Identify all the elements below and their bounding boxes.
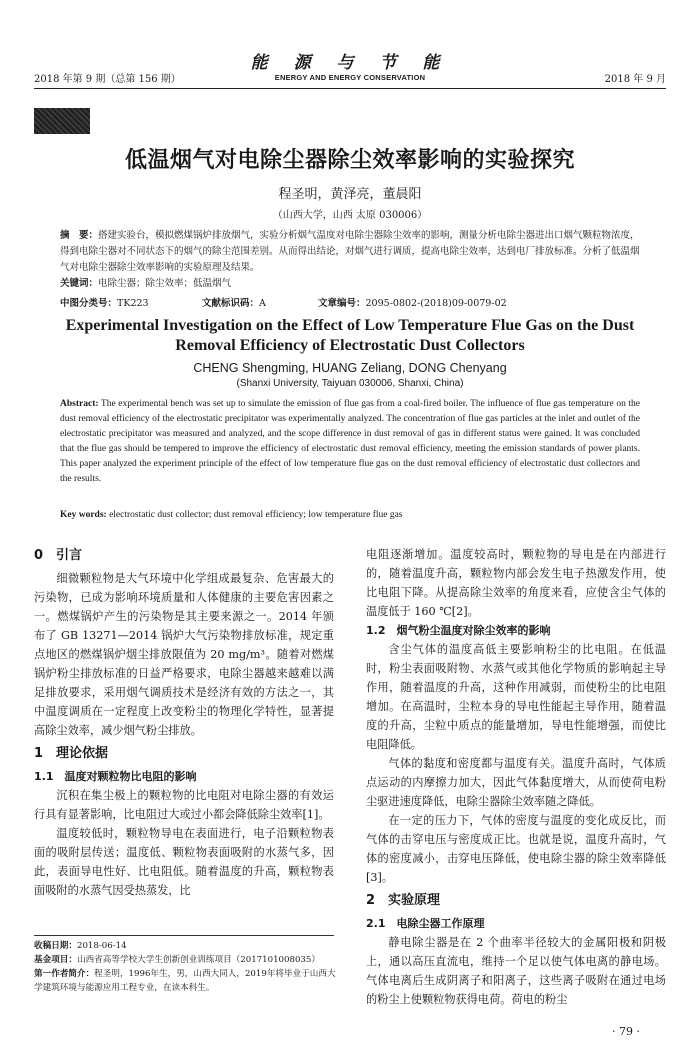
footnote-rule <box>34 935 334 936</box>
paragraph-1-2c: 在一定的压力下，气体的密度与温度的变化成反比，而气体的击穿电压与密度成正比。也就是说，温度升高时，气体的密度减小，击穿电压降低，使电除尘器的除尘效率降低[3]。 <box>366 814 666 884</box>
journal-name-cn: 能 源 与 节 能 <box>250 53 450 73</box>
footnote-fund <box>34 953 339 967</box>
fund-value: 山西省高等学校大学生创新创业训练项目（2017101008035） <box>76 955 320 965</box>
author-bio-value: 程圣明，1996年生，男，山西大同人，2019年将毕业于山西大学建筑环境与能源应用工程专业，在读本科生。 <box>34 969 336 993</box>
classification-row <box>60 295 640 309</box>
paragraph-1-2b: 气体的黏度和密度都与温度有关。温度升高时，气体质点运动的内摩擦力加大，因此气体黏度增大，从而使荷电粉尘驱进速度降低，电除尘器除尘效率随之降低。 <box>366 757 666 808</box>
footnote-received <box>34 939 339 953</box>
class-number-label: 中图分类号： <box>60 298 118 309</box>
footnote-author <box>34 967 339 995</box>
abstract-en-label: Abstract: <box>60 399 99 409</box>
doc-code-value: A <box>259 298 266 309</box>
paragraph-1-2a: 含尘气体的温度高低主要影响粉尘的比电阻。在低温时，粉尘表面吸附物、水蒸气或其他化学物质的影响起主导作用，随着温度的升高，这种作用减弱，而使粉尘的比电阻增加。在高温时，尘粒本身的导电性能起主导作用，随着温度的升高，尘粒中质点的能量增加，导电性能增强，而使比电阻降低。 <box>366 643 666 751</box>
keywords-cn-text: 电除尘器；除尘效率；低温烟气 <box>98 278 232 289</box>
paragraph-2-1: 静电除尘器是在 2 个曲率半径较大的金属阳极和阴极上，通以高压直流电，维持一个足以使气体电离的静电场。气体电离后生成阴离子和阳离子，这些离子吸附在通过电场的粉尘上使颗粒物获得电荷。荷电的粉尘 <box>366 936 666 1006</box>
footnote <box>34 939 339 995</box>
subsection-heading-1-1: 1.1 温度对颗粒物比电阻的影响 <box>34 770 197 783</box>
section-heading-theory: 1 理论依据 <box>34 746 109 761</box>
subsection-heading-2-1: 2.1 电除尘器工作原理 <box>366 917 485 930</box>
article-number-value: 2095-0802-(2018)09-0079-02 <box>365 298 507 309</box>
body-column-right <box>366 545 666 1009</box>
paragraph-continued: 电阻逐渐增加。温度较高时，颗粒物的导电是在内部进行的，随着温度升高，颗粒物内部会发生电子热激发作用，使比电阻下降。从提高除尘效率的角度来看，应使含尘气体的温度低于 160 ℃[2]。 <box>366 548 666 618</box>
abstract-en-text: The experimental bench was set up to simulate the emission of flue gas from a coal-fired boiler. The influence of flue gas temperature on the dust removal efficiency of the electrostatic precipitator was experimentally analyzed. The concentration of flue gas particles at the inlet and outlet of the electrostatic precipitator was measured and analyzed, and the scope difference in dust removal of gas in different status were gained. It was concluded that the flue gas should be tempered to improve the efficiency of electrostatic dust removal efficiency, meeting the emission standards of power plants. This paper analyzed the experiment principle of the effect of low temperature flue gas on the dust removal efficiency of electrostatic dust collectors and the results. <box>60 399 640 484</box>
paragraph-1-1a: 沉积在集尘极上的颗粒物的比电阻对电除尘器的有效运行具有显著影响，比电阻过大或过小都会降低除尘效率[1]。 <box>34 789 334 821</box>
section-heading-principle: 2 实验原理 <box>366 893 441 908</box>
abstract-en <box>60 397 640 487</box>
class-number-value: TK223 <box>117 298 149 309</box>
journal-masthead <box>251 48 450 82</box>
issue-info: 2018 年第 9 期（总第 156 期） <box>34 74 181 85</box>
abstract-cn-text: 搭建实验台，模拟燃煤锅炉排放烟气，实验分析烟气温度对电除尘器除尘效率的影响，测量分析电除尘器进出口烟气颗粒物浓度，得到电除尘器对不同状态下的烟气的除尘范围差别。从而得出结论，对烟气进行调质，提高电除尘效率，达到电厂排放标准。分析了低温烟气对电除尘器除尘效率影响的实验原理及结果。 <box>60 230 640 273</box>
doc-code-label: 文献标识码： <box>202 298 260 309</box>
section-heading-intro: 0 引言 <box>34 548 83 563</box>
affiliation-en: (Shanxi University, Taiyuan 030006, Shanxi, China) <box>236 378 464 389</box>
journal-name-en: ENERGY AND ENERGY CONSERVATION <box>274 73 426 82</box>
received-value: 2018-06-14 <box>76 941 127 951</box>
authors-en: CHENG Shengming, HUANG Zeliang, DONG Chenyang <box>193 361 507 375</box>
keywords-cn-label: 关键词： <box>60 278 99 289</box>
body-column-left <box>34 545 334 900</box>
subsection-heading-1-2: 1.2 烟气粉尘温度对除尘效率的影响 <box>366 624 551 637</box>
keywords-cn <box>60 276 640 292</box>
keywords-en <box>60 510 640 520</box>
article-number-label: 文章编号： <box>318 298 366 309</box>
authors-cn: 程圣明，黄泽亮，董晨阳 <box>278 187 422 202</box>
issue-date: 2018 年 9 月 <box>604 74 666 85</box>
section-tag-block <box>34 108 90 134</box>
abstract-cn-paragraph <box>60 228 640 276</box>
affiliation-cn: （山西大学，山西 太原 030006） <box>272 210 428 221</box>
article-title-en: Experimental Investigation on the Effect of Low Temperature Flue Gas on the Dust Removal Efficiency of Electrostatic Dust Collectors <box>65 317 635 354</box>
received-label: 收稿日期： <box>34 941 77 951</box>
running-header <box>34 48 666 84</box>
author-bio-label: 第一作者简介： <box>34 969 95 979</box>
paragraph-1-1b: 温度较低时，颗粒物导电在表面进行，电子沿颗粒物表面的吸附层传送；温度低、颗粒物表面吸附的水蒸气多，因此，表面导电性好、比电阻低。随着温度的升高，颗粒物表面吸附的水蒸气因受热蒸发，比 <box>34 827 334 897</box>
article-title-cn: 低温烟气对电除尘器除尘效率影响的实验探究 <box>124 148 575 173</box>
page-number: · 79 · <box>612 1025 640 1038</box>
fund-label: 基金项目： <box>34 955 77 965</box>
abstract-cn <box>60 228 640 292</box>
keywords-en-text: electrostatic dust collector; dust removal efficiency; low temperature flue gas <box>109 510 403 520</box>
abstract-cn-label: 摘 要： <box>60 230 99 241</box>
paragraph-intro: 细微颗粒物是大气环境中化学组成最复杂、危害最大的污染物，已成为影响环境质量和人体健康的主要危害因素之一。燃煤锅炉产生的污染物是其主要来源之一。2014 年颁布了 GB 13271—2014 锅炉大气污染物排放标准，规定重点地区的燃煤锅炉烟尘排放限值为 20 mg/m³。随着对燃煤锅炉粉尘排放标准的日益严格要求，电除尘器越来越难以满足排放要求，采用烟气调质技术是经济有效的方法之一，其中温度调质在一定程度上改变粉尘的物理化学特性，显著提高除尘效率，减少烟气粉尘排放。 <box>34 572 334 737</box>
keywords-en-label: Key words: <box>60 510 107 520</box>
header-rule <box>34 88 666 89</box>
